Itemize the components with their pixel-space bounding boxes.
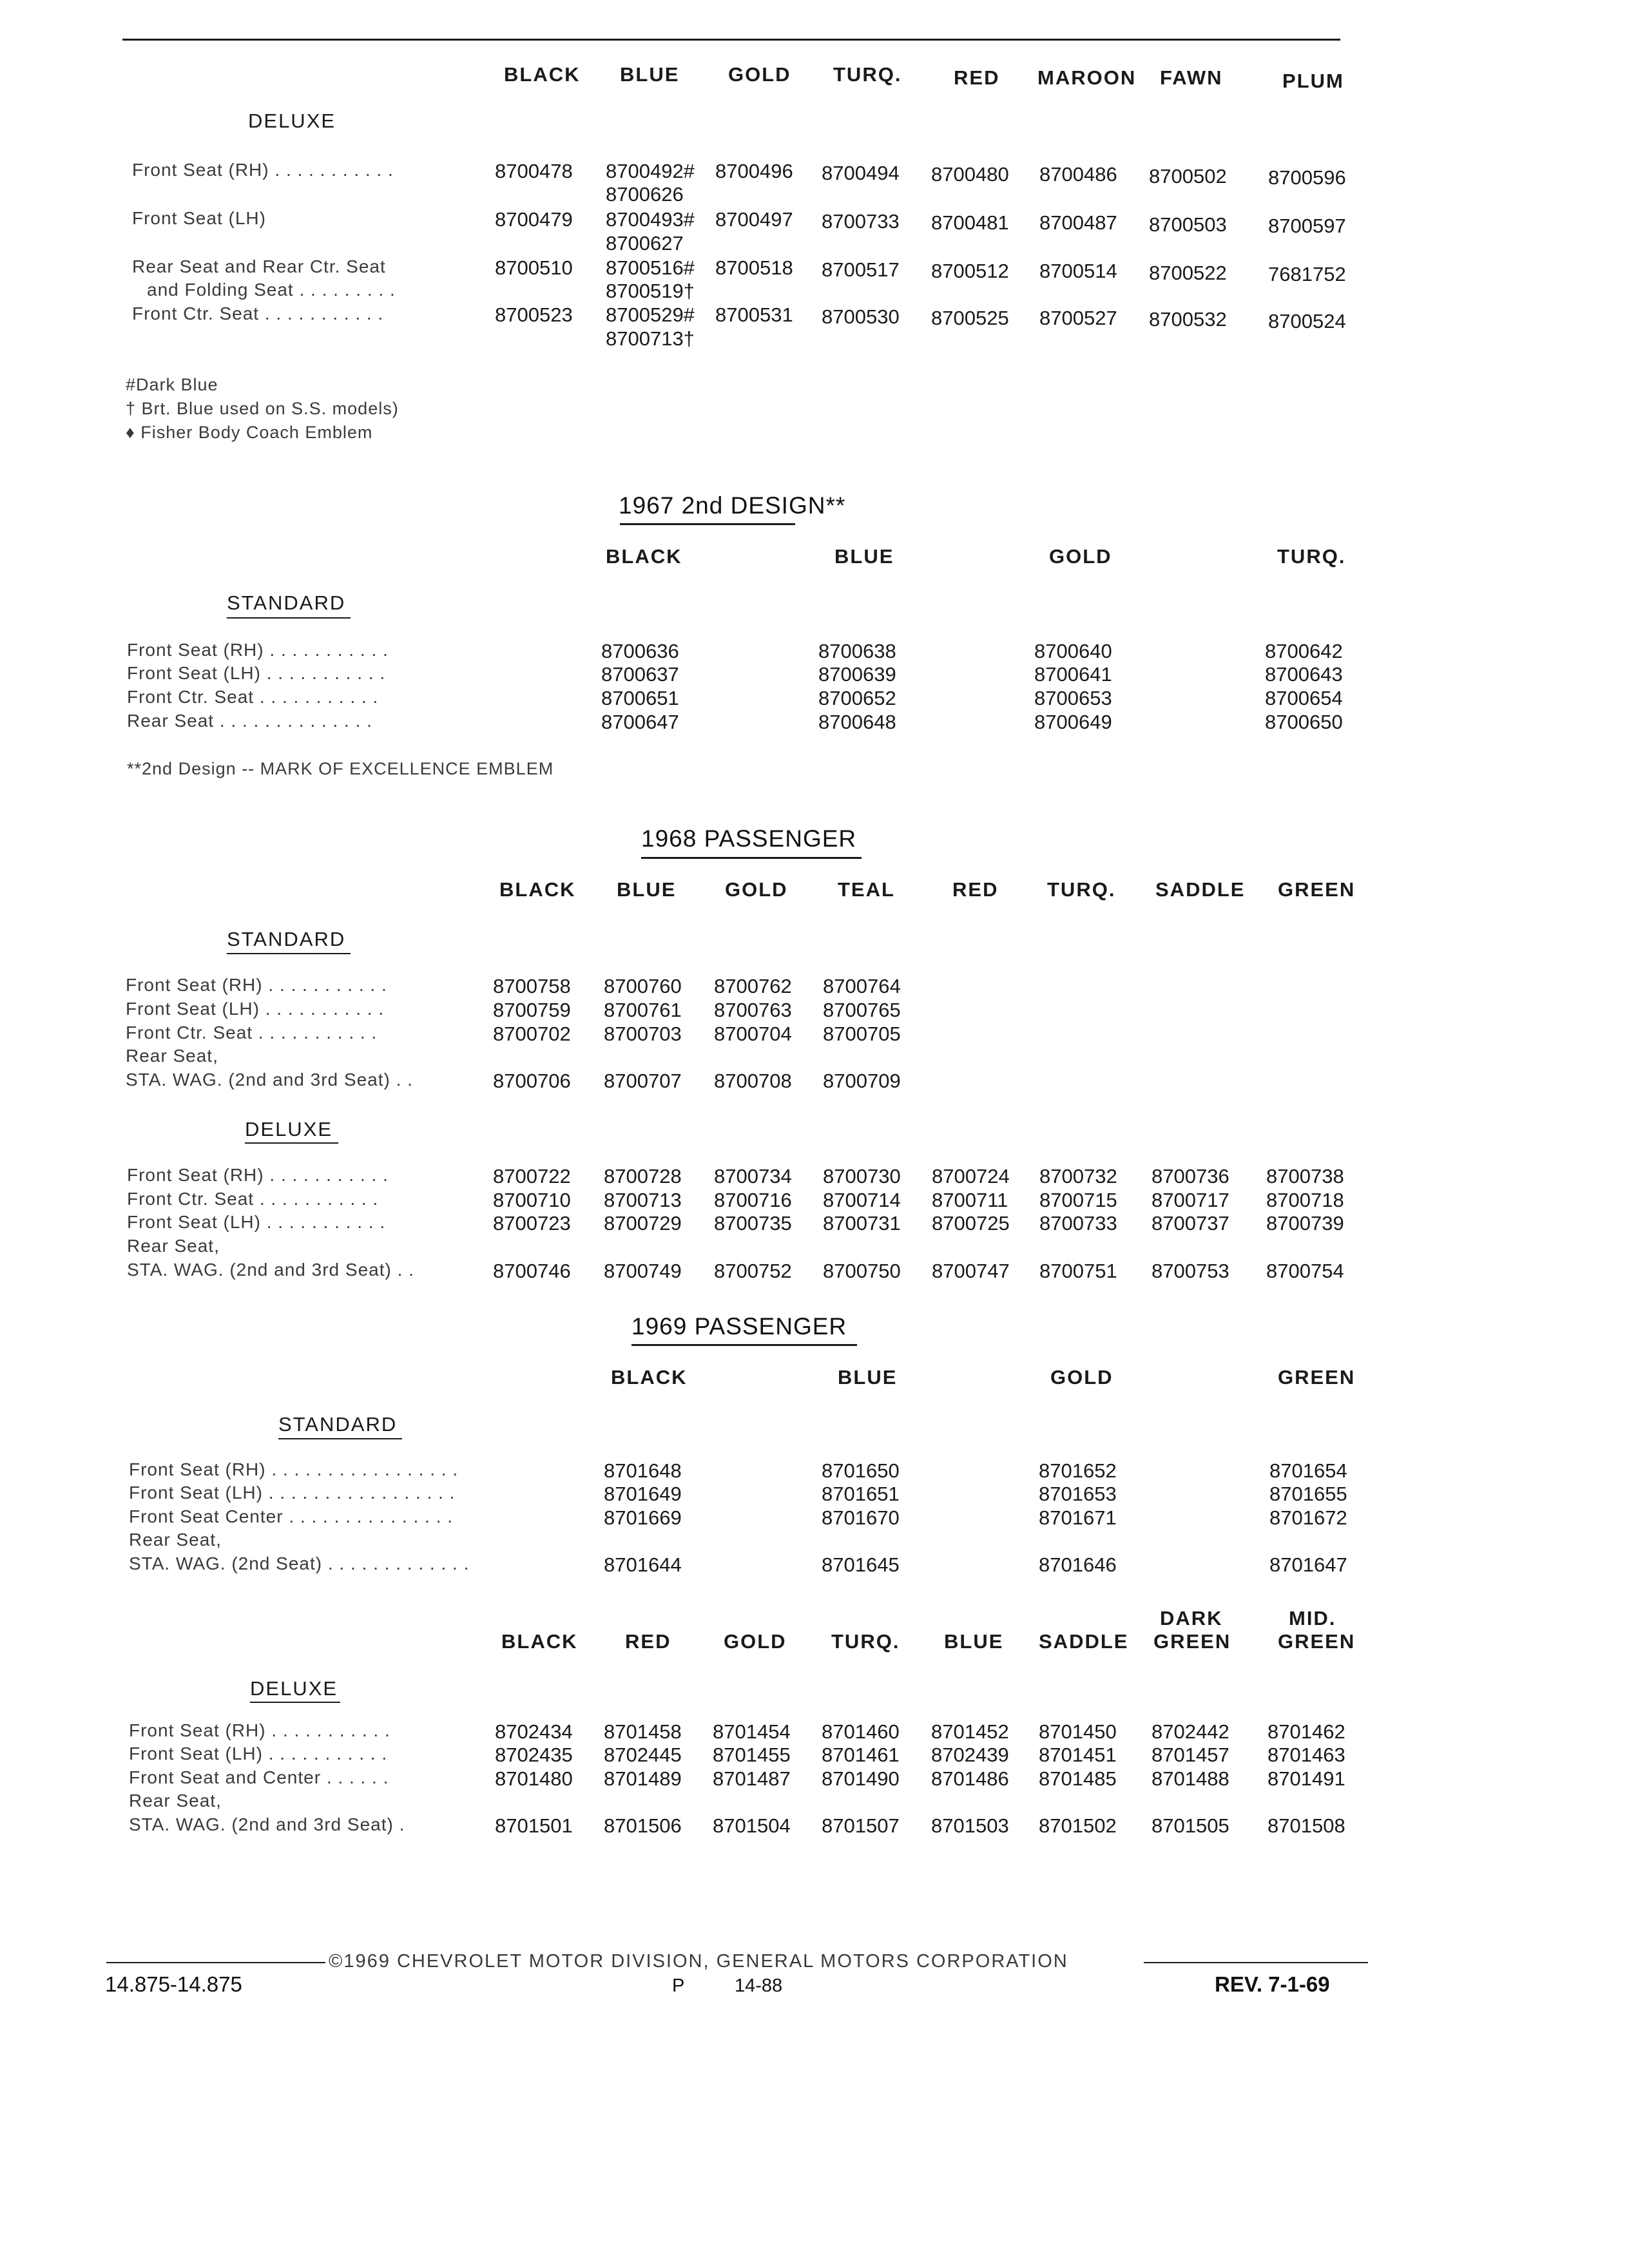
cell: 8700736 [1152, 1165, 1229, 1187]
cell: 8700738 [1266, 1165, 1344, 1187]
section-title: 1967 2nd DESIGN** [619, 492, 846, 519]
cell: 8701502 [1039, 1814, 1117, 1837]
heading-underline [278, 1438, 402, 1439]
cell: 8700532 [1149, 308, 1227, 331]
cell: 8701450 [1039, 1720, 1117, 1743]
cell: 8702435 [495, 1744, 573, 1766]
cell: 8702434 [495, 1720, 573, 1743]
cell: 8700729 [604, 1212, 682, 1235]
cell: 8700519† [606, 280, 695, 302]
cell: 8700639 [818, 663, 896, 686]
cell: 8700734 [714, 1165, 792, 1187]
cell: 8700709 [823, 1070, 901, 1092]
column-header: GOLD [725, 878, 788, 901]
cell: 8700714 [823, 1189, 901, 1211]
cell: 8700640 [1034, 640, 1112, 662]
cell: 7681752 [1268, 263, 1346, 285]
footer-rule-left [106, 1962, 325, 1963]
cell: 8701508 [1268, 1814, 1345, 1837]
column-header: RED [625, 1630, 671, 1653]
cell: 8701461 [822, 1744, 900, 1766]
cell: 8701507 [822, 1814, 900, 1837]
cell: 8700759 [493, 999, 571, 1021]
row-label: Front Ctr. Seat . . . . . . . . . . . [127, 687, 379, 707]
cell: 8700718 [1266, 1189, 1344, 1211]
cell: 8700493# [606, 208, 695, 231]
heading-underline [250, 1702, 340, 1703]
section-heading: STANDARD [227, 591, 346, 614]
cell: 8700732 [1039, 1165, 1117, 1187]
row-label: Front Seat (RH) . . . . . . . . . . . [129, 1720, 390, 1740]
footer-rule-right [1144, 1962, 1368, 1963]
column-header: BLACK [501, 1630, 578, 1653]
column-header: BLUE [944, 1630, 1004, 1653]
footnote: † Brt. Blue used on S.S. models) [126, 399, 399, 418]
cell: 8701647 [1269, 1553, 1347, 1576]
column-header: RED [952, 878, 999, 901]
cell: 8700728 [604, 1165, 682, 1187]
column-header: GREEN [1153, 1630, 1231, 1653]
cell: 8700713† [606, 327, 695, 350]
cell: 8702445 [604, 1744, 682, 1766]
heading-underline [245, 1142, 338, 1144]
section-heading: DELUXE [248, 110, 336, 132]
cell: 8700652 [818, 687, 896, 709]
cell: 8700530 [822, 305, 900, 328]
cell: 8701644 [604, 1553, 682, 1576]
cell: 8700637 [601, 663, 679, 686]
column-header: TURQ. [831, 1630, 900, 1653]
cell: 8700717 [1152, 1189, 1229, 1211]
column-header: TURQ. [1277, 545, 1346, 568]
cell: 8700751 [1039, 1260, 1117, 1282]
cell: 8701504 [713, 1814, 791, 1837]
cell: 8701655 [1269, 1483, 1347, 1505]
cell: 8700765 [823, 999, 901, 1021]
row-label: Front Seat (RH) . . . . . . . . . . . [132, 160, 394, 180]
copyright: ©1969 CHEVROLET MOTOR DIVISION, GENERAL MOTORS CORPORATION [329, 1951, 1068, 1972]
column-header: BLACK [611, 1366, 688, 1389]
cell: 8701490 [822, 1767, 900, 1790]
cell: 8701458 [604, 1720, 682, 1743]
cell: 8700642 [1265, 640, 1343, 662]
column-header: SADDLE [1155, 878, 1246, 901]
cell: 8701485 [1039, 1767, 1117, 1790]
footnote: ♦ Fisher Body Coach Emblem [126, 423, 373, 442]
cell: 8700481 [931, 211, 1009, 234]
column-header: BLUE [620, 63, 680, 86]
cell: 8701669 [604, 1506, 682, 1529]
footnote: **2nd Design -- MARK OF EXCELLENCE EMBLEM [127, 759, 554, 778]
cell: 8701654 [1269, 1459, 1347, 1482]
cell: 8700702 [493, 1023, 571, 1045]
cell: 8700747 [932, 1260, 1010, 1282]
cell: 8700762 [714, 975, 792, 997]
column-header: GREEN [1278, 1630, 1356, 1653]
column-header: GOLD [1049, 545, 1112, 568]
row-label: STA. WAG. (2nd Seat) . . . . . . . . . . . . . [129, 1553, 470, 1573]
cell: 8701480 [495, 1767, 573, 1790]
row-label: STA. WAG. (2nd and 3rd Seat) . . [127, 1260, 414, 1280]
cell: 8700753 [1152, 1260, 1229, 1282]
cell: 8701652 [1039, 1459, 1117, 1482]
cell: 8701670 [822, 1506, 900, 1529]
cell: 8700527 [1039, 307, 1117, 329]
column-header: GOLD [724, 1630, 787, 1653]
cell: 8700479 [495, 208, 573, 231]
row-label: Front Seat (LH) [132, 208, 266, 228]
column-header: SADDLE [1039, 1630, 1129, 1653]
cell: 8700510 [495, 256, 573, 279]
cell: 8701672 [1269, 1506, 1347, 1529]
section-number: 14.875-14.875 [105, 1972, 242, 1996]
column-header: TURQ. [1047, 878, 1116, 901]
column-header: TURQ. [833, 63, 902, 86]
section-heading: DELUXE [245, 1118, 333, 1140]
cell: 8700739 [1266, 1212, 1344, 1235]
cell: 8700654 [1265, 687, 1343, 709]
revision-date: REV. 7-1-69 [1215, 1972, 1330, 1996]
cell: 8701650 [822, 1459, 900, 1482]
cell: 8700643 [1265, 663, 1343, 686]
cell: 8701489 [604, 1767, 682, 1790]
column-header: GREEN [1278, 878, 1356, 901]
cell: 8701454 [713, 1720, 791, 1743]
cell: 8701501 [495, 1814, 573, 1837]
cell: 8700627 [606, 232, 684, 255]
cell: 8700711 [932, 1189, 1008, 1211]
cell: 8700517 [822, 258, 900, 281]
row-label: Front Seat (LH) . . . . . . . . . . . . . . . . . [129, 1483, 456, 1503]
cell: 8700497 [715, 208, 793, 231]
cell: 8700750 [823, 1260, 901, 1282]
cell: 8700749 [604, 1260, 682, 1282]
cell: 8700647 [601, 711, 679, 733]
cell: 8701452 [931, 1720, 1009, 1743]
cell: 8701491 [1268, 1767, 1345, 1790]
row-label: Front Seat (RH) . . . . . . . . . . . [126, 975, 387, 995]
cell: 8700502 [1149, 165, 1227, 187]
row-label: Front Ctr. Seat . . . . . . . . . . . [127, 1189, 379, 1209]
heading-underline [227, 953, 351, 954]
cell: 8700531 [715, 303, 793, 326]
section-title: 1968 PASSENGER [641, 825, 857, 852]
cell: 8700597 [1268, 215, 1346, 237]
row-label: STA. WAG. (2nd and 3rd Seat) . . [126, 1070, 413, 1090]
cell: 8701671 [1039, 1506, 1117, 1529]
row-label: Front Seat (RH) . . . . . . . . . . . . . . . . . [129, 1459, 459, 1479]
cell: 8700724 [932, 1165, 1010, 1187]
cell: 8700703 [604, 1023, 682, 1045]
cell: 8700478 [495, 160, 573, 182]
cell: 8700512 [931, 260, 1009, 282]
cell: 8700523 [495, 303, 573, 326]
column-header: BLACK [606, 545, 682, 568]
column-header: BLACK [504, 63, 581, 86]
cell: 8700733 [1039, 1212, 1117, 1235]
cell: 8700653 [1034, 687, 1112, 709]
cell: 8700649 [1034, 711, 1112, 733]
cell: 8701488 [1152, 1767, 1229, 1790]
column-header: PLUM [1282, 70, 1344, 92]
cell: 8700731 [823, 1212, 901, 1235]
column-header: BLUE [834, 545, 894, 568]
cell: 8700524 [1268, 310, 1346, 332]
cell: 8700764 [823, 975, 901, 997]
page-number: 14-88 [735, 1975, 783, 1996]
cell: 8700722 [493, 1165, 571, 1187]
cell: 8700737 [1152, 1212, 1229, 1235]
column-header: DARK [1160, 1607, 1223, 1629]
row-label: Front Ctr. Seat . . . . . . . . . . . [132, 303, 384, 323]
cell: 8700514 [1039, 260, 1117, 282]
cell: 8701487 [713, 1767, 791, 1790]
section-heading: DELUXE [250, 1677, 338, 1700]
cell: 8701505 [1152, 1814, 1229, 1837]
cell: 8700494 [822, 162, 900, 184]
cell: 8701649 [604, 1483, 682, 1505]
cell: 8701462 [1268, 1720, 1345, 1743]
cell: 8701463 [1268, 1744, 1345, 1766]
cell: 8700516# [606, 256, 695, 279]
row-label: Rear Seat, [126, 1046, 218, 1066]
row-label: Front Seat (RH) . . . . . . . . . . . [127, 640, 389, 660]
cell: 8700746 [493, 1260, 571, 1282]
cell: 8700730 [823, 1165, 901, 1187]
cell: 8700761 [604, 999, 682, 1021]
cell: 8700715 [1039, 1189, 1117, 1211]
cell: 8700704 [714, 1023, 792, 1045]
cell: 8700758 [493, 975, 571, 997]
row-label: Front Seat (RH) . . . . . . . . . . . [127, 1165, 389, 1185]
column-header: MAROON [1037, 66, 1137, 89]
cell: 8701653 [1039, 1483, 1117, 1505]
cell: 8701648 [604, 1459, 682, 1482]
cell: 8700638 [818, 640, 896, 662]
cell: 8700626 [606, 183, 684, 206]
cell: 8702439 [931, 1744, 1009, 1766]
row-label: STA. WAG. (2nd and 3rd Seat) . [129, 1814, 405, 1834]
cell: 8700752 [714, 1260, 792, 1282]
cell: 8701455 [713, 1744, 791, 1766]
row-label: Front Seat (LH) . . . . . . . . . . . [126, 999, 385, 1019]
row-label: Front Seat (LH) . . . . . . . . . . . [127, 663, 386, 683]
cell: 8701506 [604, 1814, 682, 1837]
cell: 8700763 [714, 999, 792, 1021]
footnote: #Dark Blue [126, 375, 218, 394]
title-underline [641, 857, 862, 859]
heading-underline [227, 617, 351, 619]
cell: 8700525 [931, 307, 1009, 329]
cell: 8701486 [931, 1767, 1009, 1790]
column-header: BLUE [617, 878, 677, 901]
cell: 8701645 [822, 1553, 900, 1576]
row-label: Front Seat (LH) . . . . . . . . . . . [129, 1744, 388, 1763]
cell: 8702442 [1152, 1720, 1229, 1743]
cell: 8700522 [1149, 262, 1227, 284]
cell: 8701460 [822, 1720, 900, 1743]
cell: 8700754 [1266, 1260, 1344, 1282]
column-header: GOLD [728, 63, 791, 86]
column-header: MID. [1289, 1607, 1336, 1629]
column-header: GOLD [1050, 1366, 1113, 1389]
column-header: FAWN [1160, 66, 1223, 89]
column-header: GREEN [1278, 1366, 1356, 1389]
cell: 8700707 [604, 1070, 682, 1092]
section-title: 1969 PASSENGER [631, 1313, 847, 1340]
cell: 8701503 [931, 1814, 1009, 1837]
top-rule [122, 39, 1340, 41]
row-label: Front Ctr. Seat . . . . . . . . . . . [126, 1023, 378, 1043]
cell: 8700651 [601, 687, 679, 709]
row-label: Rear Seat . . . . . . . . . . . . . . [127, 711, 372, 731]
cell: 8700733 [822, 210, 900, 233]
cell: 8700708 [714, 1070, 792, 1092]
column-header: BLACK [499, 878, 576, 901]
cell: 8700735 [714, 1212, 792, 1235]
row-label: Rear Seat and Rear Ctr. Seat [132, 256, 386, 276]
title-underline [620, 523, 795, 525]
cell: 8700636 [601, 640, 679, 662]
cell: 8700496 [715, 160, 793, 182]
cell: 8700710 [493, 1189, 571, 1211]
row-label: Front Seat (LH) . . . . . . . . . . . [127, 1212, 386, 1232]
column-header: TEAL [838, 878, 895, 901]
cell: 8701451 [1039, 1744, 1117, 1766]
row-label: Front Seat Center . . . . . . . . . . . . . . . [129, 1506, 453, 1526]
cell: 8700716 [714, 1189, 792, 1211]
row-label: Rear Seat, [127, 1236, 220, 1256]
cell: 8700486 [1039, 163, 1117, 186]
column-header: BLUE [838, 1366, 898, 1389]
cell: 8700705 [823, 1023, 901, 1045]
cell: 8700723 [493, 1212, 571, 1235]
cell: 8700713 [604, 1189, 682, 1211]
title-underline [631, 1344, 857, 1346]
row-label: and Folding Seat . . . . . . . . . [147, 280, 396, 300]
row-label: Front Seat and Center . . . . . . [129, 1767, 389, 1787]
cell: 8701646 [1039, 1553, 1117, 1576]
cell: 8700480 [931, 163, 1009, 186]
section-heading: STANDARD [227, 928, 346, 950]
cell: 8700641 [1034, 663, 1112, 686]
cell: 8700503 [1149, 213, 1227, 236]
cell: 8700487 [1039, 211, 1117, 234]
cell: 8701457 [1152, 1744, 1229, 1766]
cell: 8701651 [822, 1483, 900, 1505]
cell: 8700650 [1265, 711, 1343, 733]
cell: 8700596 [1268, 166, 1346, 189]
cell: 8700648 [818, 711, 896, 733]
cell: 8700760 [604, 975, 682, 997]
row-label: Rear Seat, [129, 1791, 222, 1811]
cell: 8700529# [606, 303, 695, 326]
column-header: RED [954, 66, 1000, 89]
cell: 8700492# [606, 160, 695, 182]
cell: 8700725 [932, 1212, 1010, 1235]
cell: 8700706 [493, 1070, 571, 1092]
row-label: Rear Seat, [129, 1530, 222, 1550]
cell: 8700518 [715, 256, 793, 279]
section-heading: STANDARD [278, 1413, 398, 1436]
page-prefix: P [672, 1975, 685, 1996]
